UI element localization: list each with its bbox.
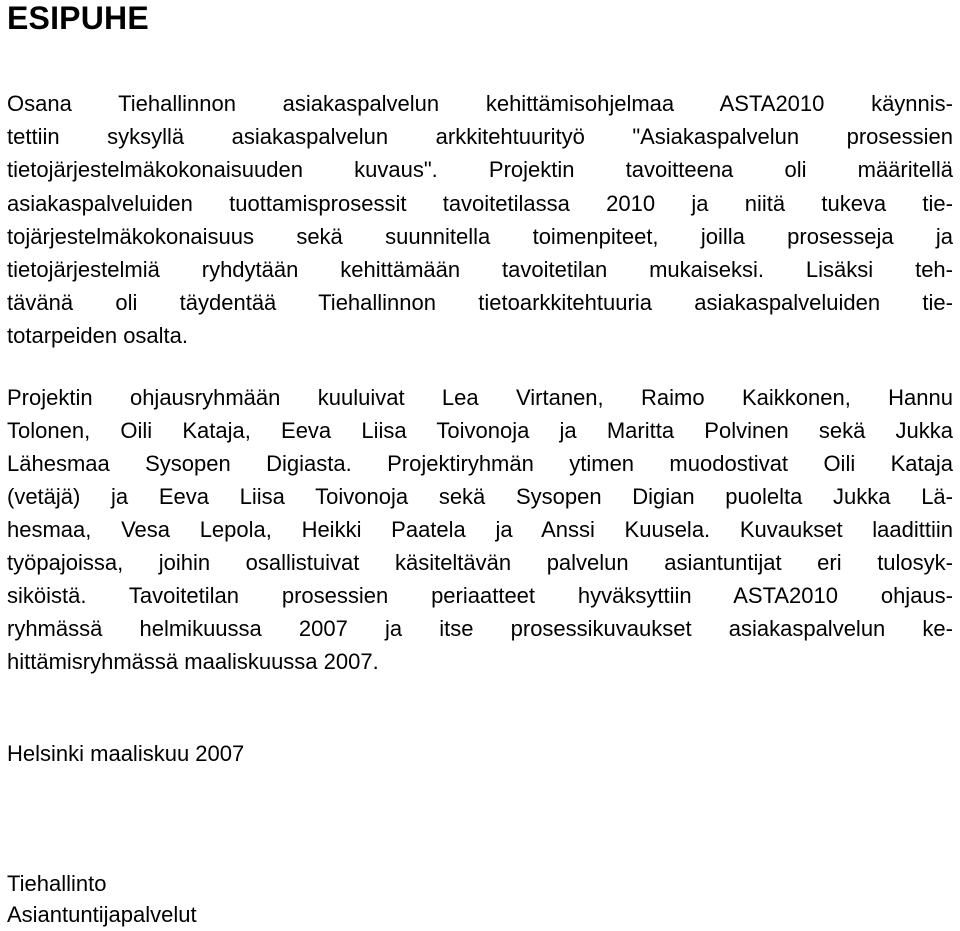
text-line: tettiin syksyllä asiakaspalvelun arkkitehtuurityö "Asiakaspalvelun prosessien [7, 124, 953, 149]
text-line: hesmaa, Vesa Lepola, Heikki Paatela ja Anssi Kuusela. Kuvaukset laadittiin [7, 517, 953, 542]
text-line: hittämisryhmässä maaliskuussa 2007. [7, 649, 379, 674]
text-line: tietojärjestelmäkokonaisuuden kuvaus". Projektin tavoitteena oli määritellä [7, 157, 953, 182]
signature-unit: Asiantuntijapalvelut [7, 902, 197, 927]
text-line: tietojärjestelmiä ryhdytään kehittämään tavoitetilan mukaiseksi. Lisäksi teh- [7, 257, 953, 282]
signature-organization: Tiehallinto [7, 871, 107, 896]
text-line: (vetäjä) ja Eeva Liisa Toivonoja sekä Sysopen Digian puolelta Jukka Lä- [7, 484, 953, 509]
text-line: siköistä. Tavoitetilan prosessien periaatteet hyväksyttiin ASTA2010 ohjaus- [7, 583, 953, 608]
place-and-date: Helsinki maaliskuu 2007 [7, 741, 245, 766]
text-line: Tolonen, Oili Kataja, Eeva Liisa Toivonoja ja Maritta Polvinen sekä Jukka [7, 418, 953, 443]
text-line: Lähesmaa Sysopen Digiasta. Projektiryhmän ytimen muodostivat Oili Kataja [7, 451, 953, 476]
text-line: Projektin ohjausryhmään kuuluivat Lea Virtanen, Raimo Kaikkonen, Hannu [7, 385, 953, 410]
text-line: tojärjestelmäkokonaisuus sekä suunnitella toimenpiteet, joilla prosesseja ja [7, 224, 953, 249]
text-line: työpajoissa, joihin osallistuivat käsiteltävän palvelun asiantuntijat eri tulosyk- [7, 550, 953, 575]
text-line: ryhmässä helmikuussa 2007 ja itse prosessikuvaukset asiakaspalvelun ke- [7, 616, 953, 641]
page-title: ESIPUHE [7, 0, 149, 36]
text-line: totarpeiden osalta. [7, 323, 189, 348]
text-line: Osana Tiehallinnon asiakaspalvelun kehittämisohjelmaa ASTA2010 käynnis- [7, 91, 953, 116]
text-line: tävänä oli täydentää Tiehallinnon tietoarkkitehtuuria asiakaspalveluiden tie- [7, 290, 953, 315]
text-line: asiakaspalveluiden tuottamisprosessit tavoitetilassa 2010 ja niitä tukeva tie- [7, 191, 953, 216]
